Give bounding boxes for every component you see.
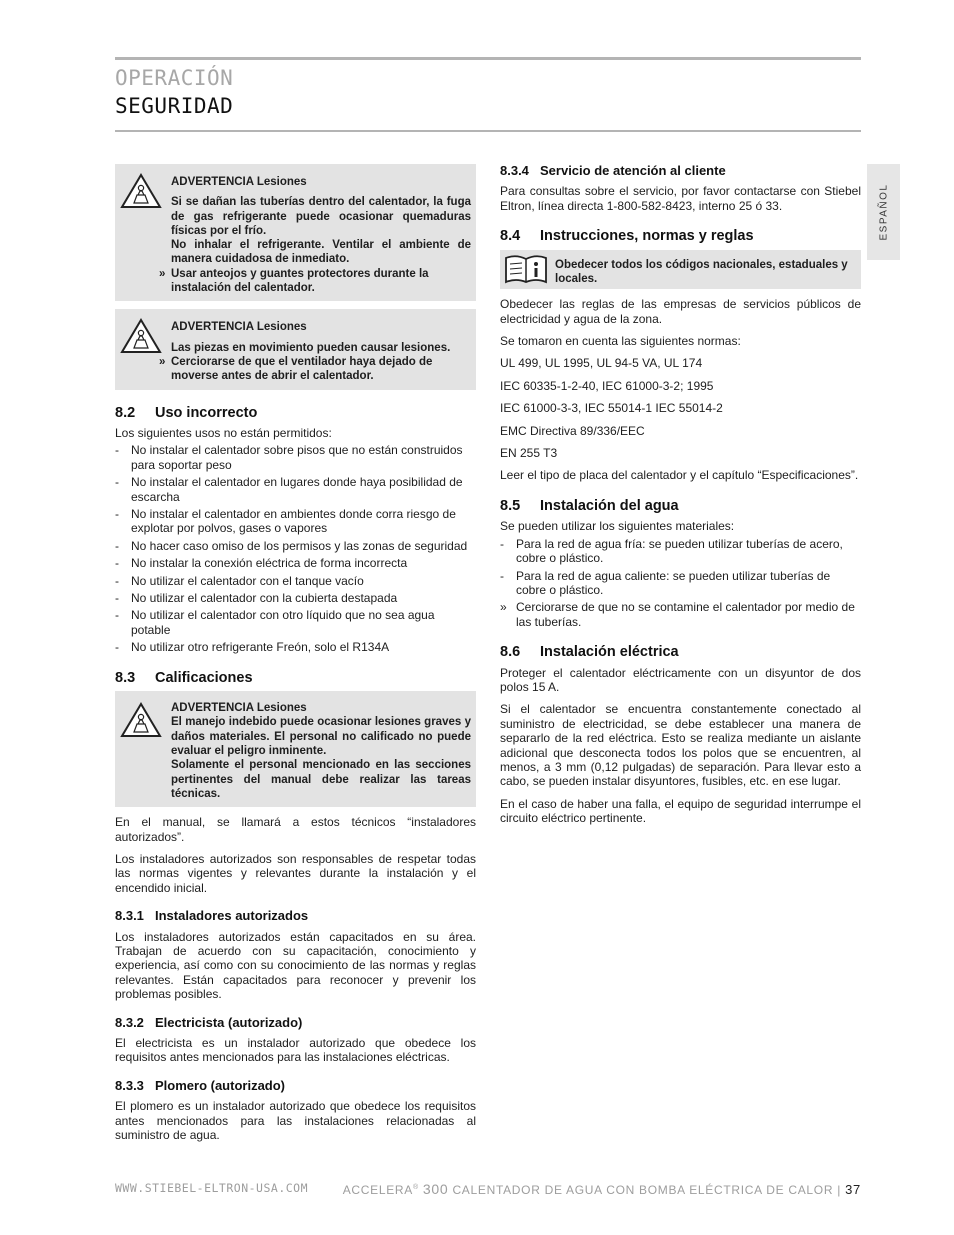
warning-triangle-icon	[119, 317, 163, 355]
warning-text: Solamente el personal mencionado en las secciones pertinentes del manual debe realizar las tareas técnicas.	[171, 759, 471, 800]
warning-instruction-text: Cerciorarse de que el ventilador haya dejado de moverse antes de abrir el calentador.	[171, 355, 433, 383]
list-item-text: No utilizar el calentador con la cubierta destapada	[131, 591, 398, 606]
section-number: 8.3.1	[115, 908, 144, 924]
section-title: Instrucciones, normas y reglas	[540, 228, 754, 245]
info-box-codes	[500, 250, 861, 290]
arrow-marker: »	[500, 600, 507, 615]
paragraph: Los instaladores autorizados son responsables de respetar todas las normas vigentes y relevantes durante la instalación y el encendido inicial.	[115, 851, 476, 895]
dash-marker: -	[115, 608, 119, 623]
page-number: 37	[845, 1182, 861, 1197]
dash-marker: -	[115, 475, 119, 490]
list-item	[115, 475, 476, 504]
subsection-heading-8-3-1	[115, 909, 476, 923]
list-item-text: No hacer caso omiso de los permisos y las zonas de seguridad	[131, 538, 468, 553]
list-item-text: Para la red de agua fría: se pueden utilizar tuberías de acero, cobre o plástico.	[516, 536, 843, 566]
section-heading-8-2	[115, 406, 476, 420]
paragraph: Leer el tipo de placa del calentador y el capítulo “Especificaciones”.	[500, 468, 859, 483]
product-brand: ACCELERA	[342, 1183, 414, 1197]
section-title: Instalación del agua	[540, 497, 679, 514]
list-item-text: No utilizar otro refrigerante Freón, solo el R134A	[131, 640, 390, 655]
requirement-item	[500, 600, 861, 629]
dash-marker: -	[115, 507, 119, 521]
requirement-text: Cerciorarse de que no se contamine el calentador por medio de las tuberías.	[516, 600, 855, 629]
paragraph: El plomero es un instalador autorizado que obedece los requisitos antes mencionados para las instalaciones relacionadas al suministro de agua.	[115, 1099, 476, 1143]
list-item	[115, 574, 476, 588]
warning-box-qualifications	[115, 691, 476, 807]
section-number: 8.3.3	[115, 1077, 144, 1093]
warning-instruction-text: Usar anteojos y guantes protectores durante la instalación del calentador.	[171, 267, 429, 295]
list-item-text: No instalar el calentador en lugares donde haya posibilidad de escarcha	[131, 475, 463, 504]
right-column	[500, 164, 861, 834]
list-item	[115, 539, 476, 553]
product-description: CALENTADOR DE AGUA CON BOMBA ELÉCTRICA DE CALOR	[452, 1183, 834, 1197]
list-item	[500, 569, 861, 598]
section-number: 8.3.4	[500, 163, 529, 178]
section-number: 8.3.2	[115, 1014, 144, 1030]
list-item	[500, 537, 861, 566]
dash-marker: -	[115, 591, 119, 606]
info-text: Obedecer todos los códigos nacionales, estaduales y locales.	[555, 258, 848, 285]
list-item	[115, 556, 476, 570]
norm-line: EMC Directiva 89/336/EEC	[500, 423, 645, 438]
requirement-list	[500, 600, 861, 629]
list-intro: Los siguientes usos no están permitidos:	[115, 425, 332, 440]
norm-line: IEC 61000-3-3, IEC 55014-1 IEC 55014-2	[500, 401, 723, 416]
warning-title: ADVERTENCIA Lesiones	[171, 176, 307, 188]
manual-info-icon	[504, 254, 548, 284]
section-number: 8.6	[500, 644, 521, 661]
warning-instruction	[159, 355, 471, 384]
dash-marker: -	[500, 568, 504, 583]
warning-text: No inhalar el refrigerante. Ventilar el ambiente de manera cuidadosa de inmediato.	[171, 239, 471, 266]
paragraph: Obedecer las reglas de las empresas de servicios públicos de electricidad y agua de la zona.	[500, 297, 861, 326]
dash-marker: -	[500, 536, 504, 551]
list-item	[115, 608, 476, 637]
section-number: 8.4	[500, 228, 521, 245]
section-heading: OPERACIÓN	[115, 66, 234, 90]
list-item-text: No instalar la conexión eléctrica de forma incorrecta	[131, 556, 408, 571]
top-rule	[115, 57, 861, 60]
section-heading-8-4	[500, 229, 861, 243]
section-title: Electricista (autorizado)	[155, 1014, 303, 1030]
paragraph: Proteger el calentador eléctricamente con un disyuntor de dos polos 15 A.	[500, 665, 861, 694]
subsection-heading-8-3-3	[115, 1079, 476, 1093]
norm-line: UL 499, UL 1995, UL 94-5 VA, UL 174	[500, 356, 703, 371]
list-item-text: Para la red de agua caliente: se pueden utilizar tuberías de cobre o plástico.	[516, 568, 831, 597]
warning-triangle-icon	[119, 172, 163, 210]
subsection-heading-8-3-2	[115, 1016, 476, 1030]
warning-title: ADVERTENCIA Lesiones	[171, 702, 307, 715]
page-title: SEGURIDAD	[115, 94, 234, 118]
language-tab	[867, 164, 900, 260]
warning-text: Las piezas en movimiento pueden causar lesiones.	[171, 341, 451, 354]
section-title: Calificaciones	[155, 669, 253, 686]
section-title: Uso incorrecto	[155, 404, 258, 421]
paragraph: El electricista es un instalador autorizado que obedece los requisitos antes mencionados para las instalaciones eléctricas.	[115, 1036, 476, 1065]
section-number: 8.3	[115, 669, 136, 686]
dash-marker: -	[115, 443, 119, 458]
norm-line: IEC 60335-1-2-40, IEC 61000-3-2; 1995	[500, 378, 714, 393]
section-title: Servicio de atención al cliente	[540, 163, 726, 178]
section-number: 8.5	[500, 497, 521, 514]
section-title: Plomero (autorizado)	[155, 1077, 286, 1093]
subsection-heading-8-3-4	[500, 164, 861, 178]
language-tab-label: ESPAÑOL	[878, 183, 889, 241]
arrow-marker: »	[159, 355, 166, 368]
list-item-text: No instalar el calentador en ambientes donde corra riesgo de explotar por polvos, gases o vapores	[131, 507, 456, 536]
list-item	[115, 443, 476, 472]
list-item	[115, 640, 476, 654]
warning-box-refrigerant	[115, 164, 476, 301]
list-intro: Se pueden utilizar los siguientes materiales:	[500, 519, 735, 534]
list-item-text: No utilizar el calentador con el tanque vacío	[131, 573, 364, 588]
section-heading-8-5	[500, 499, 861, 513]
warning-box-moving-parts	[115, 309, 476, 389]
list-item-text: No utilizar el calentador con otro líquido que no sea agua potable	[131, 608, 435, 637]
section-title: Instaladores autorizados	[155, 908, 309, 924]
warning-text: El manejo indebido puede ocasionar lesiones graves y daños materiales. El personal no calificado no puede evaluar el peligro inminente.	[171, 716, 471, 757]
warning-title: ADVERTENCIA Lesiones	[171, 321, 307, 334]
dash-marker: -	[115, 573, 119, 588]
list-item	[115, 591, 476, 605]
header-rule	[115, 130, 861, 132]
paragraph: En el caso de haber una falla, el equipo de seguridad interrumpe el circuito eléctrico pertinente.	[500, 796, 861, 826]
incorrect-use-list	[115, 443, 476, 654]
registered-mark: ®	[413, 1184, 419, 1191]
dash-marker: -	[115, 640, 119, 655]
paragraph: Los instaladores autorizados están capacitados en su área. Trabajan de acuerdo con su capacitación, conocimiento y experiencia, así como con su conocimiento de las normas y reglas relevantes. Están capacitados para reconocer y prevenir los problemas posibles.	[115, 929, 476, 1002]
footer-url: WWW.STIEBEL-ELTRON-USA.COM	[115, 1181, 309, 1195]
arrow-marker: »	[159, 267, 166, 280]
warning-triangle-icon	[119, 701, 163, 739]
dash-marker: -	[115, 556, 119, 571]
footer-product	[343, 1181, 861, 1197]
warning-instruction	[159, 267, 471, 296]
footer-separator: |	[837, 1183, 842, 1197]
section-heading-8-6	[500, 645, 861, 659]
dash-marker: -	[115, 538, 119, 553]
norm-line: EN 255 T3	[500, 446, 558, 461]
section-number: 8.2	[115, 404, 136, 421]
section-heading-8-3	[115, 671, 476, 685]
warning-text: Si se dañan las tuberías dentro del calentador, la fuga de gas refrigerante puede ocasionar quemaduras físicas por el frío.	[171, 196, 471, 237]
paragraph: Si el calentador se encuentra constantemente conectado al suministro de electricidad, se debe establecer una manera de separarlo de la red eléctrica. Esto se realiza mediante un aislante adicional que desconecta todos los polos que se encuentren, al menos, a 3 mm (0,12 pulgadas) de separación. Para llevar esto a cabo, se pueden instalar disyuntores, fusibles, etc. en ese lugar.	[500, 702, 861, 789]
list-item-text: No instalar el calentador sobre pisos que no están construidos para soportar peso	[131, 443, 463, 472]
left-column	[115, 164, 476, 1150]
materials-list	[500, 537, 861, 598]
paragraph: En el manual, se llamará a estos técnicos “instaladores autorizados”.	[115, 815, 476, 844]
section-title: Instalación eléctrica	[540, 644, 679, 661]
paragraph: Se tomaron en cuenta las siguientes normas:	[500, 334, 741, 349]
list-item	[115, 507, 476, 536]
paragraph: Para consultas sobre el servicio, por favor contactarse con Stiebel Eltron, línea directa 1-800-582-8423, interno 25 ó 33.	[500, 184, 861, 213]
product-model: 300	[422, 1181, 449, 1197]
